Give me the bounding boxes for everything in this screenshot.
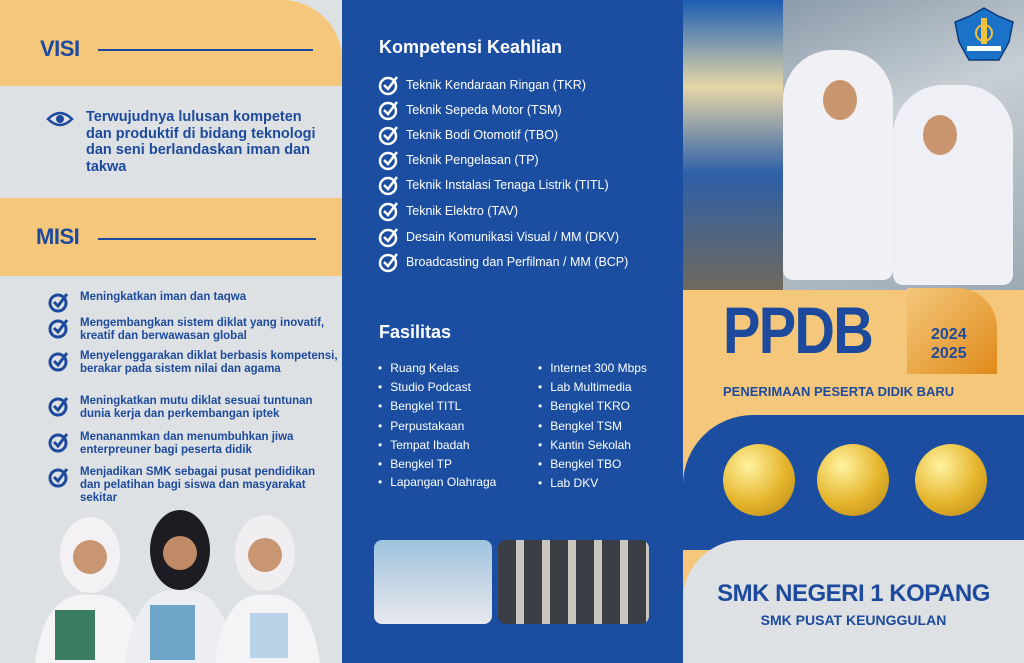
fasilitas-item: • Lapangan Olahraga <box>378 475 496 489</box>
check-icon <box>48 350 70 372</box>
check-icon <box>378 149 400 171</box>
fasilitas-item: • Bengkel TITL <box>378 399 461 413</box>
misi-item: Meningkatkan iman dan taqwa <box>48 291 338 313</box>
left-panel <box>0 0 342 663</box>
check-icon <box>48 291 70 313</box>
misi-item: Menyelenggarakan diklat berbasis kompetensi, berakar pada sistem nilai dan agama <box>48 350 338 376</box>
fasilitas-item: • Bengkel TKRO <box>538 399 630 413</box>
lab-photo <box>498 540 649 624</box>
fasilitas-item: • Lab Multimedia <box>538 380 632 394</box>
students-photo <box>25 505 325 663</box>
gold-circle <box>723 444 795 516</box>
kompetensi-item: Teknik Bodi Otomotif (TBO) <box>378 124 558 146</box>
divider <box>98 238 316 240</box>
fasilitas-item: • Perpustakaan <box>378 419 464 433</box>
gold-circle <box>817 444 889 516</box>
fasilitas-item: • Bengkel TBO <box>538 457 621 471</box>
kompetensi-item: Teknik Elektro (TAV) <box>378 200 518 222</box>
fasilitas-item: • Studio Podcast <box>378 380 471 394</box>
visi-text: Terwujudnya lulusan kompeten dan produktif di bidang teknologi dan seni berlandaskan iman dan takwa <box>86 109 316 175</box>
kompetensi-item: Broadcasting dan Perfilman / MM (BCP) <box>378 251 628 273</box>
fasilitas-item: • Bengkel TP <box>378 457 452 471</box>
kompetensi-heading: Kompetensi Keahlian <box>379 37 563 57</box>
fasilitas-item: • Internet 300 Mbps <box>538 361 647 375</box>
kompetensi-item: Teknik Pengelasan (TP) <box>378 149 539 171</box>
kompetensi-item: Desain Komunikasi Visual / MM (DKV) <box>378 226 619 248</box>
check-icon <box>378 226 400 248</box>
check-icon <box>378 124 400 146</box>
ppdb-subtitle: PENERIMAAN PESERTA DIDIK BARU <box>723 384 955 399</box>
misi-item: Menananmkan dan menumbuhkan jiwa enterpreuner bagi peserta didik <box>48 431 338 457</box>
fasilitas-item: • Tempat Ibadah <box>378 438 470 452</box>
gold-circle <box>915 444 987 516</box>
fasilitas-heading: Fasilitas <box>379 322 452 342</box>
right-panel <box>683 0 1024 663</box>
check-icon <box>48 431 70 453</box>
fasilitas-item: • Ruang Kelas <box>378 361 459 375</box>
misi-item: Meningkatkan mutu diklat sesuai tuntunan dunia kerja dan perkembangan iptek <box>48 395 338 421</box>
fasilitas-item: • Bengkel TSM <box>538 419 622 433</box>
kompetensi-item: Teknik Kendaraan Ringan (TKR) <box>378 74 586 96</box>
misi-item: Mengembangkan sistem diklat yang inovatif, kreatif dan berwawasan global <box>48 317 338 343</box>
kompetensi-item: Teknik Sepeda Motor (TSM) <box>378 99 562 121</box>
divider <box>98 49 313 51</box>
fasilitas-item: • Lab DKV <box>538 476 598 490</box>
middle-panel <box>342 0 687 663</box>
school-tagline: SMK PUSAT KEUNGGULAN <box>760 612 947 628</box>
studio-photo <box>374 540 492 624</box>
kompetensi-item: Teknik Instalasi Tenaga Listrik (TITL) <box>378 174 609 196</box>
check-icon <box>48 395 70 417</box>
check-icon <box>378 251 400 273</box>
misi-heading: MISI <box>36 224 80 249</box>
school-name: SMK NEGERI 1 KOPANG <box>717 580 990 607</box>
check-icon <box>378 74 400 96</box>
school-logo <box>953 6 1015 64</box>
misi-item: Menjadikan SMK sebagai pusat pendidikan dan pelatihan bagi siswa dan masyarakat sekitar <box>48 466 338 505</box>
check-icon <box>378 200 400 222</box>
check-icon <box>48 317 70 339</box>
check-icon <box>378 174 400 196</box>
fasilitas-item: • Kantin Sekolah <box>538 438 631 452</box>
ppdb-year: 2024 2025 <box>931 326 967 362</box>
eye-icon <box>46 110 74 128</box>
check-icon <box>378 99 400 121</box>
visi-heading: VISI <box>40 36 80 61</box>
check-icon <box>48 466 70 488</box>
ppdb-title: PPDB <box>723 293 873 367</box>
